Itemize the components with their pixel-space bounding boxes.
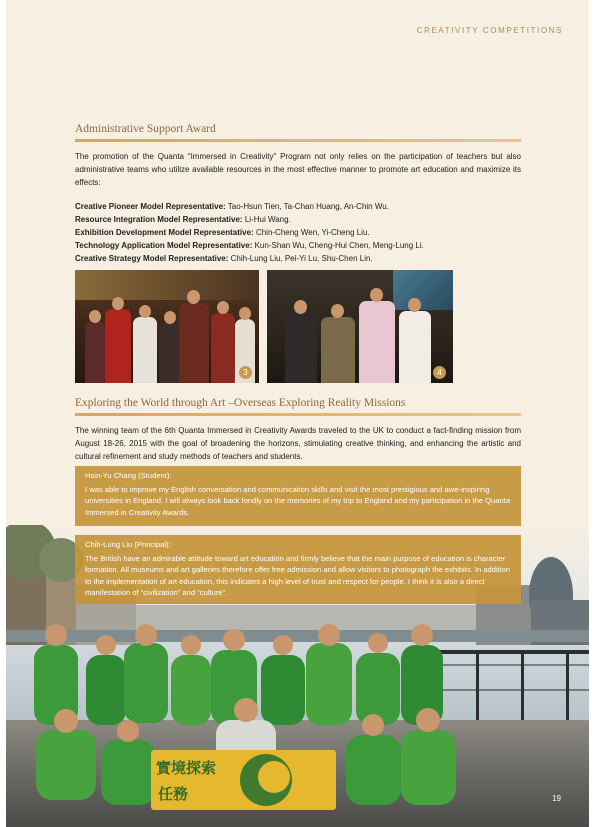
quote-speaker: Hsin-Yu Chang (Student):	[85, 471, 172, 480]
stage-backdrop	[75, 270, 259, 300]
representatives-list	[75, 200, 521, 265]
banner-text: 任務	[158, 785, 189, 803]
page-margin-right	[589, 0, 595, 827]
rep-names: Tao-Hsun Tien, Ta-Chan Huang, An-Chin Wu.	[227, 202, 389, 211]
admin-award-title: Administrative Support Award	[75, 123, 216, 135]
award-photo-group	[75, 270, 259, 383]
rep-line	[75, 239, 521, 252]
rep-line	[75, 213, 521, 226]
student-quote-box	[75, 466, 521, 526]
stage-screen	[393, 270, 453, 310]
admin-title-rule	[75, 139, 521, 142]
running-header: CREATIVITY COMPETITIONS	[416, 26, 563, 35]
quote-text: I was able to improve my English conversation and communication skills and visit the most prestigious and awe-inspiring universities in England. I will always look back fondly on the memories of my trip to England and my participation in the Quanta Immersed in Creativity Awards.	[85, 484, 511, 517]
rep-line	[75, 200, 521, 213]
rep-names: Chin-Cheng Wen, Yi-Cheng Liu.	[255, 228, 370, 237]
rep-label: Creative Strategy Model Representative:	[75, 254, 229, 263]
rep-line	[75, 226, 521, 239]
page-number: 19	[552, 794, 561, 803]
rep-label: Technology Application Model Representative:	[75, 241, 253, 250]
quote-speaker: Chih-Lung Liu (Principal):	[85, 540, 171, 549]
award-photo-four	[267, 270, 453, 383]
overseas-intro-paragraph: The winning team of the 6th Quanta Immersed in Creativity Awards traveled to the UK to conduct a fact-finding mission from August 18-26, 2015 with the goal of broadening the horizons, stimulating creative thinking, and enhancing the artistic and cultural refinement and study methods of teachers and students.	[75, 426, 521, 461]
principal-quote-box	[75, 535, 521, 604]
rep-label: Resource Integration Model Representative:	[75, 215, 243, 224]
quote-text: The British have an admirable attitude toward art education and firmly believe that the main purpose of education is character formation. All museums and art galleries therefore offer free admission and allow visitors to photograph the exhibits. In addition to the implementation of art education, this indicates a high level of trust and respect for people. I think it is also a direct manifestation of “civilization” and “culture”.	[85, 553, 510, 597]
photo-number-badge: 3	[239, 366, 252, 379]
rep-label: Creative Pioneer Model Representative:	[75, 202, 226, 211]
rep-label: Exhibition Development Model Representative:	[75, 228, 254, 237]
overseas-mission-title: Exploring the World through Art –Overseas Exploring Reality Missions	[75, 397, 406, 409]
rep-names: Kun-Shan Wu, Cheng-Hui Chen, Meng-Lung Li.	[254, 241, 424, 250]
photo-number-badge: 4	[433, 366, 446, 379]
rep-names: Li-Hui Wang.	[244, 215, 291, 224]
banner-text: 實境探索	[156, 759, 217, 777]
admin-intro-paragraph: The promotion of the Quanta “Immersed in Creativity” Program not only relies on the participation of teachers but also administrative teams who utilize available resources in the most effective manner to promote art education and maximize its effects:	[75, 152, 521, 187]
rep-names: Chih-Lung Liu, Pei-Yi Lu, Shu-Chen Lin.	[230, 254, 373, 263]
rep-line	[75, 252, 521, 265]
overseas-title-rule	[75, 413, 521, 416]
